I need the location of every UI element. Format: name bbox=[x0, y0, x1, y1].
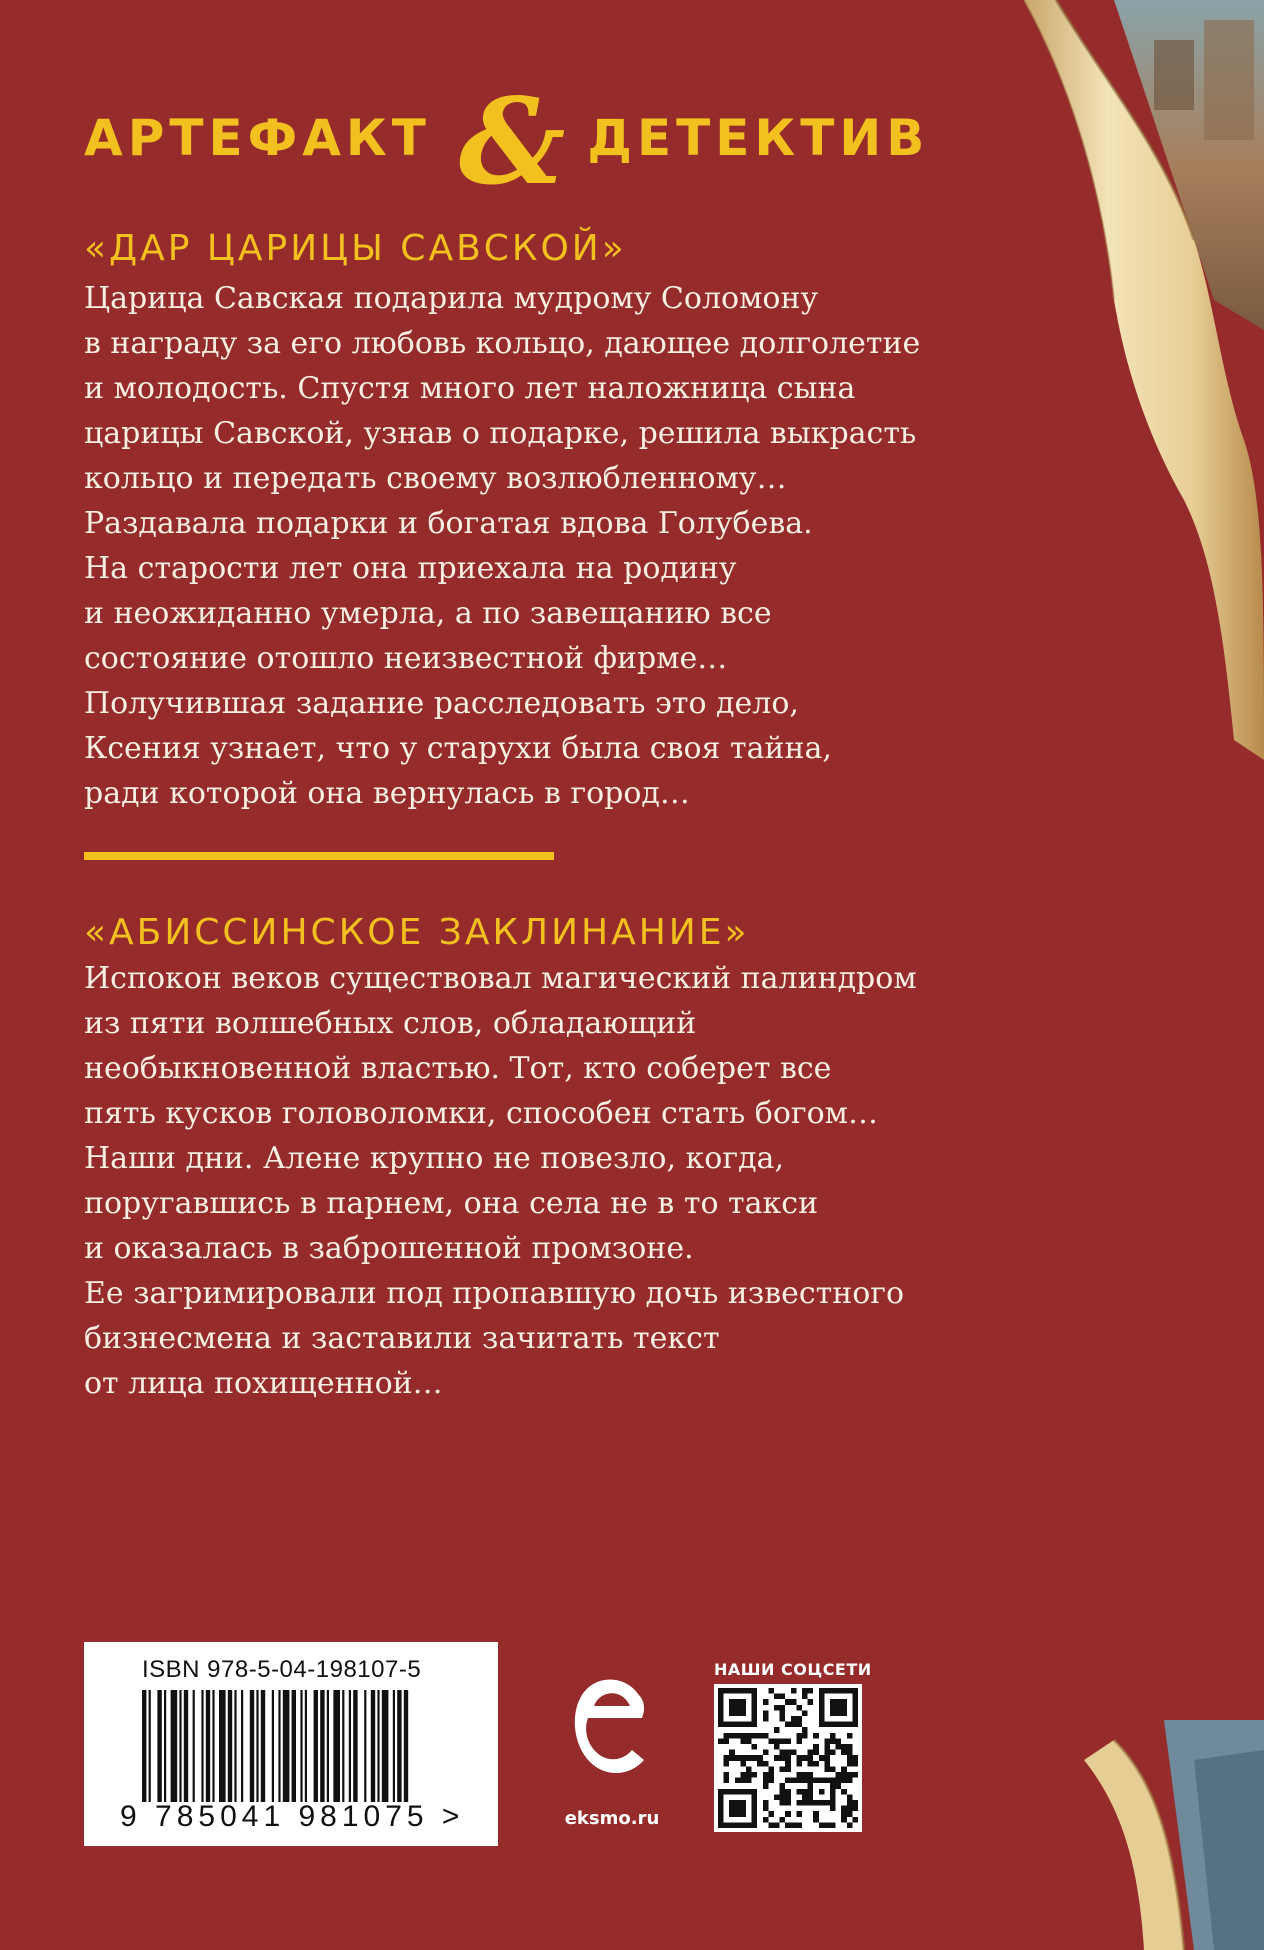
series-title bbox=[84, 72, 984, 211]
annotation-line: ради которой она вернулась в город… bbox=[84, 776, 690, 811]
barcode-digits: 9 785041 981075 > bbox=[120, 1800, 465, 1833]
isbn-number: ISBN 978-5-04-198107-5 bbox=[142, 1656, 422, 1683]
annotation-line: в награду за его любовь кольцо, дающее долголетие bbox=[84, 326, 921, 361]
book2-title: «АБИССИНСКОЕ ЗАКЛИНАНИЕ» bbox=[84, 912, 750, 953]
qr-code-pattern bbox=[718, 1688, 858, 1828]
section-divider bbox=[84, 852, 554, 860]
annotation-line: и оказалась в заброшенной промзоне. bbox=[84, 1231, 694, 1266]
ampersand-ornament: & bbox=[458, 72, 566, 211]
barcode-bars bbox=[142, 1690, 478, 1802]
annotation-line: На старости лет она приехала на родину bbox=[84, 551, 737, 586]
annotation-line: кольцо и передать своему возлюбленному… bbox=[84, 461, 787, 496]
annotation-line: Испокон веков существовал магический палиндром bbox=[84, 961, 917, 996]
annotation-line: поругавшись в парнем, она села не в то такси bbox=[84, 1186, 819, 1221]
parchment-scroll-bottom bbox=[1044, 1720, 1264, 1950]
annotation-line: от лица похищенной… bbox=[84, 1366, 443, 1401]
annotation-line: бизнесмена и заставили зачитать текст bbox=[84, 1321, 720, 1356]
series-word-right: ДЕТЕКТИВ bbox=[587, 109, 930, 167]
annotation-line: и неожиданно умерла, а по завещанию все bbox=[84, 596, 772, 631]
annotation-line: и молодость. Спустя много лет наложница сына bbox=[84, 371, 856, 406]
annotation-line: из пяти волшебных слов, обладающий bbox=[84, 1006, 697, 1041]
book2-annotation bbox=[84, 956, 1004, 1406]
publisher-url: eksmo.ru bbox=[564, 1808, 660, 1829]
parchment-scroll-top bbox=[964, 0, 1264, 760]
annotation-line: царицы Савской, узнав о подарке, решила выкрасть bbox=[84, 416, 917, 451]
annotation-line: пять кусков головоломки, способен стать богом… bbox=[84, 1096, 879, 1131]
annotation-line: состояние отошло неизвестной фирме… bbox=[84, 641, 728, 676]
qr-code bbox=[714, 1684, 862, 1832]
annotation-line: Ксения узнает, что у старухи была своя тайна, bbox=[84, 731, 832, 766]
annotation-line: Получившая задание расследовать это дело, bbox=[84, 686, 799, 721]
annotation-line: Раздавала подарки и богатая вдова Голубева. bbox=[84, 506, 813, 541]
socials-title: НАШИ СОЦСЕТИ bbox=[714, 1660, 872, 1679]
book1-annotation bbox=[84, 276, 1004, 816]
series-word-left: АРТЕФАКТ bbox=[84, 109, 431, 167]
annotation-line: необыкновенной властью. Тот, кто соберет все bbox=[84, 1051, 832, 1086]
book1-title: «ДАР ЦАРИЦЫ САВСКОЙ» bbox=[84, 228, 627, 269]
annotation-line: Ее загримировали под пропавшую дочь известного bbox=[84, 1276, 905, 1311]
isbn-barcode-panel bbox=[84, 1642, 498, 1846]
eksmo-logo-icon bbox=[568, 1666, 652, 1786]
annotation-line: Наши дни. Алене крупно не повезло, когда, bbox=[84, 1141, 784, 1176]
annotation-line: Царица Савская подарила мудрому Соломону bbox=[84, 281, 819, 316]
